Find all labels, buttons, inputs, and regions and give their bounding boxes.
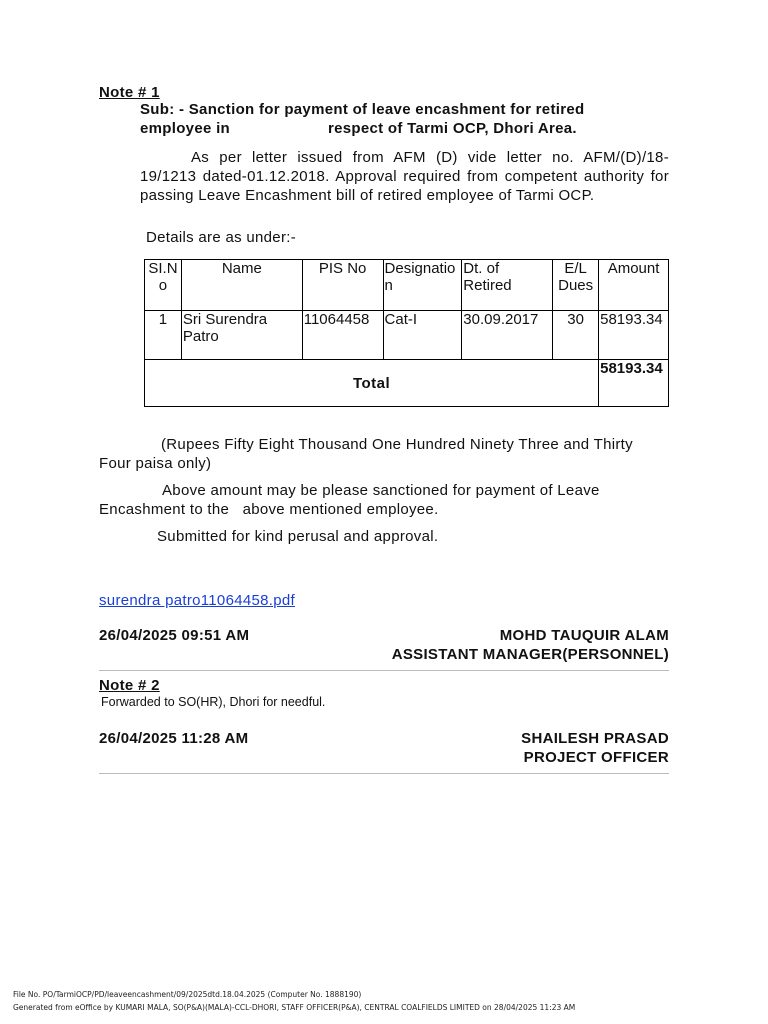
- subject-line-2b: respect of Tarmi OCP, Dhori Area.: [328, 120, 577, 137]
- note-1-label: Note # 1: [99, 84, 160, 101]
- cell-pis-no: 11064458: [302, 311, 383, 360]
- total-label: Total: [145, 360, 599, 407]
- table-total-row: [145, 360, 669, 407]
- note-1-subject: [140, 100, 660, 138]
- subject-line-2a: employee in: [140, 120, 230, 137]
- attachment-link[interactable]: surendra patro11064458.pdf: [99, 592, 296, 609]
- note-2-label: Note # 2: [99, 677, 160, 694]
- note-2-text: Forwarded to SO(HR), Dhori for needful.: [101, 695, 326, 709]
- amount-in-words: [99, 435, 669, 473]
- note-2-signer-name: SHAILESH PRASAD: [521, 730, 669, 747]
- header-amount: Amount: [599, 260, 669, 311]
- paragraph-rest: 19/1213 dated-01.12.2018. Approval required from competent authority for passing Leave Encashment bill of retired employee of Tarmi OCP.: [140, 168, 669, 204]
- note-1-signer-designation: ASSISTANT MANAGER(PERSONNEL): [391, 646, 669, 663]
- cell-designation: Cat-I: [383, 311, 462, 360]
- header-dt-retired: Dt. of Retired: [462, 260, 553, 311]
- footer-generated-info: Generated from eOffice by KUMARI MALA, SO(P&A)(MALA)-CCL-DHORI, STAFF OFFICER(P&A), CENTRAL COALFIELDS LIMITED on 28/04/2025 11:23 AM: [13, 1003, 576, 1012]
- note-1-signature-block: [392, 626, 669, 664]
- header-name: Name: [181, 260, 302, 311]
- note-divider: [99, 773, 669, 774]
- note-1-signer-name: MOHD TAUQUIR ALAM: [499, 627, 669, 644]
- sanction-request: [99, 481, 669, 519]
- note-2-signature-block: [521, 729, 669, 767]
- note-1-datetime: 26/04/2025 09:51 AM: [99, 627, 250, 644]
- table-row: [145, 311, 669, 360]
- leave-encashment-table: [144, 259, 669, 407]
- sanction-line-1: Above amount may be please sanctioned for payment of Leave: [162, 482, 600, 499]
- note-2-datetime: 26/04/2025 11:28 AM: [99, 730, 249, 747]
- header-pis-no: PIS No: [302, 260, 383, 311]
- total-amount: 58193.34: [599, 360, 669, 407]
- cell-el-dues: 30: [553, 311, 599, 360]
- cell-amount: 58193.34: [599, 311, 669, 360]
- note-1-paragraph: [140, 148, 669, 205]
- header-designation: Designation: [383, 260, 462, 311]
- header-el-dues: E/L Dues: [553, 260, 599, 311]
- cell-sino: 1: [145, 311, 182, 360]
- note-divider: [99, 670, 669, 671]
- paragraph-first-line: As per letter issued from AFM (D) vide letter no. AFM/(D)/18-: [191, 149, 669, 166]
- subject-line-1: Sub: - Sanction for payment of leave encashment for retired: [140, 101, 585, 118]
- cell-dt-retired: 30.09.2017: [462, 311, 553, 360]
- sanction-line-2: Encashment to the above mentioned employee.: [99, 501, 439, 518]
- amount-words-line-1: (Rupees Fifty Eight Thousand One Hundred Ninety Three and Thirty: [161, 436, 633, 453]
- submitted-text: Submitted for kind perusal and approval.: [157, 528, 439, 545]
- cell-name: Sri Surendra Patro: [181, 311, 302, 360]
- note-2-signer-designation: PROJECT OFFICER: [523, 749, 669, 766]
- subject-line-2: [140, 119, 660, 138]
- details-intro: Details are as under:-: [146, 229, 297, 246]
- amount-words-line-2: Four paisa only): [99, 455, 212, 472]
- footer-file-number: File No. PO/TarmiOCP/PD/leaveencashment/09/2025dtd.18.04.2025 (Computer No. 1888190): [13, 990, 362, 999]
- table-header-row: [145, 260, 669, 311]
- header-sino: SI.No: [145, 260, 182, 311]
